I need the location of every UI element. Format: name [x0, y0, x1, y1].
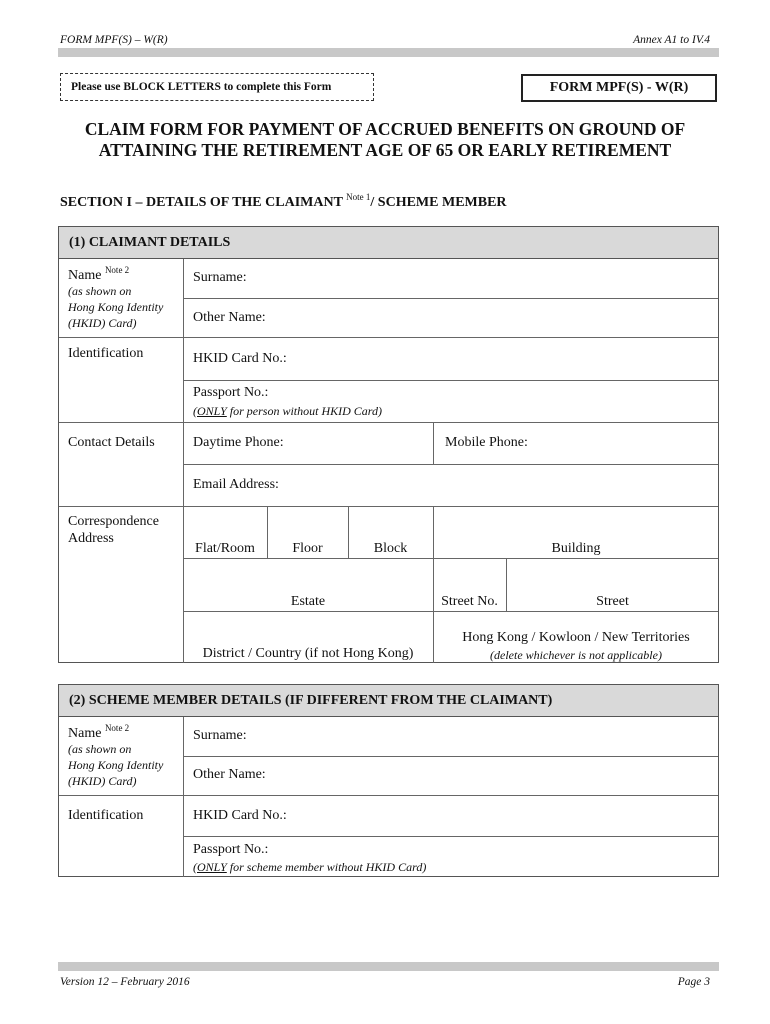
- page-number: Page 3: [677, 976, 710, 988]
- daytime-phone-field[interactable]: Daytime Phone:: [193, 435, 284, 450]
- member-passport-note: (ONLY for scheme member without HKID Card): [193, 860, 427, 874]
- mobile-phone-field[interactable]: Mobile Phone:: [445, 435, 528, 450]
- street-no-field[interactable]: Street No.: [441, 594, 498, 609]
- footer-rule: [58, 962, 719, 971]
- estate-field[interactable]: Estate: [290, 594, 326, 609]
- scheme-member-heading: (2) SCHEME MEMBER DETAILS (IF DIFFERENT FROM THE CLAIMANT): [59, 685, 718, 717]
- scheme-member-details-table: [58, 684, 719, 877]
- title-line-1: CLAIM FORM FOR PAYMENT OF ACCRUED BENEFITS ON GROUND OF: [84, 119, 686, 139]
- name-sub-3: (HKID) Card): [68, 316, 137, 330]
- region-field[interactable]: Hong Kong / Kowloon / New Territories: [462, 630, 690, 645]
- member-passport-field[interactable]: Passport No.:: [193, 842, 269, 857]
- identification-label: Identification: [68, 346, 144, 361]
- claimant-details-heading: (1) CLAIMANT DETAILS: [59, 227, 718, 259]
- member-name-sub-1: (as shown on: [68, 742, 132, 756]
- passport-field[interactable]: Passport No.:: [193, 385, 269, 400]
- correspondence-label-2: Address: [68, 531, 114, 546]
- street-field[interactable]: Street: [596, 594, 629, 609]
- surname-field[interactable]: Surname:: [193, 270, 247, 285]
- section-heading: [60, 192, 507, 211]
- name-label: Name $^{Note 2}$: [68, 265, 130, 283]
- title-line-2: ATTAINING THE RETIREMENT AGE OF 65 OR EARLY RETIREMENT: [98, 140, 672, 160]
- page-title: [40, 119, 730, 161]
- form-code-header: FORM MPF(S) – W(R): [60, 34, 168, 46]
- block-letters-notice: Please use BLOCK LETTERS to complete this Form: [60, 73, 374, 101]
- member-name-sub-2: Hong Kong Identity: [68, 758, 164, 772]
- district-country-field[interactable]: District / Country (if not Hong Kong): [202, 646, 414, 661]
- building-field[interactable]: Building: [551, 541, 601, 556]
- passport-note: (ONLY for person without HKID Card): [193, 404, 383, 418]
- email-field[interactable]: Email Address:: [193, 477, 279, 492]
- region-note: (delete whichever is not applicable): [490, 648, 662, 662]
- annex-label: Annex A1 to IV.4: [633, 34, 710, 46]
- contact-details-label: Contact Details: [68, 435, 155, 450]
- member-identification-label: Identification: [68, 808, 144, 823]
- version-label: Version 12 – February 2016: [60, 976, 190, 988]
- name-sub-2: Hong Kong Identity: [68, 300, 164, 314]
- section-heading-a: SECTION I – DETAILS OF THE CLAIMANT: [60, 195, 343, 210]
- member-surname-field[interactable]: Surname:: [193, 728, 247, 743]
- member-other-name-field[interactable]: Other Name:: [193, 767, 266, 782]
- flat-room-field[interactable]: Flat/Room: [195, 541, 255, 556]
- header-rule: [58, 48, 719, 57]
- member-name-label: Name $^{Note 2}$: [68, 723, 130, 741]
- form-id-box: FORM MPF(S) - W(R): [521, 74, 717, 102]
- section-heading-b: / SCHEME MEMBER: [370, 195, 507, 210]
- other-name-field[interactable]: Other Name:: [193, 310, 266, 325]
- member-hkid-field[interactable]: HKID Card No.:: [193, 808, 287, 823]
- hkid-field[interactable]: HKID Card No.:: [193, 351, 287, 366]
- correspondence-label-1: Correspondence: [68, 514, 159, 529]
- floor-field[interactable]: Floor: [292, 541, 323, 556]
- section-note: Note 1: [346, 192, 371, 202]
- member-name-sub-3: (HKID) Card): [68, 774, 137, 788]
- name-sub-1: (as shown on: [68, 284, 132, 298]
- block-field[interactable]: Block: [373, 541, 408, 556]
- claimant-details-table: [58, 226, 719, 663]
